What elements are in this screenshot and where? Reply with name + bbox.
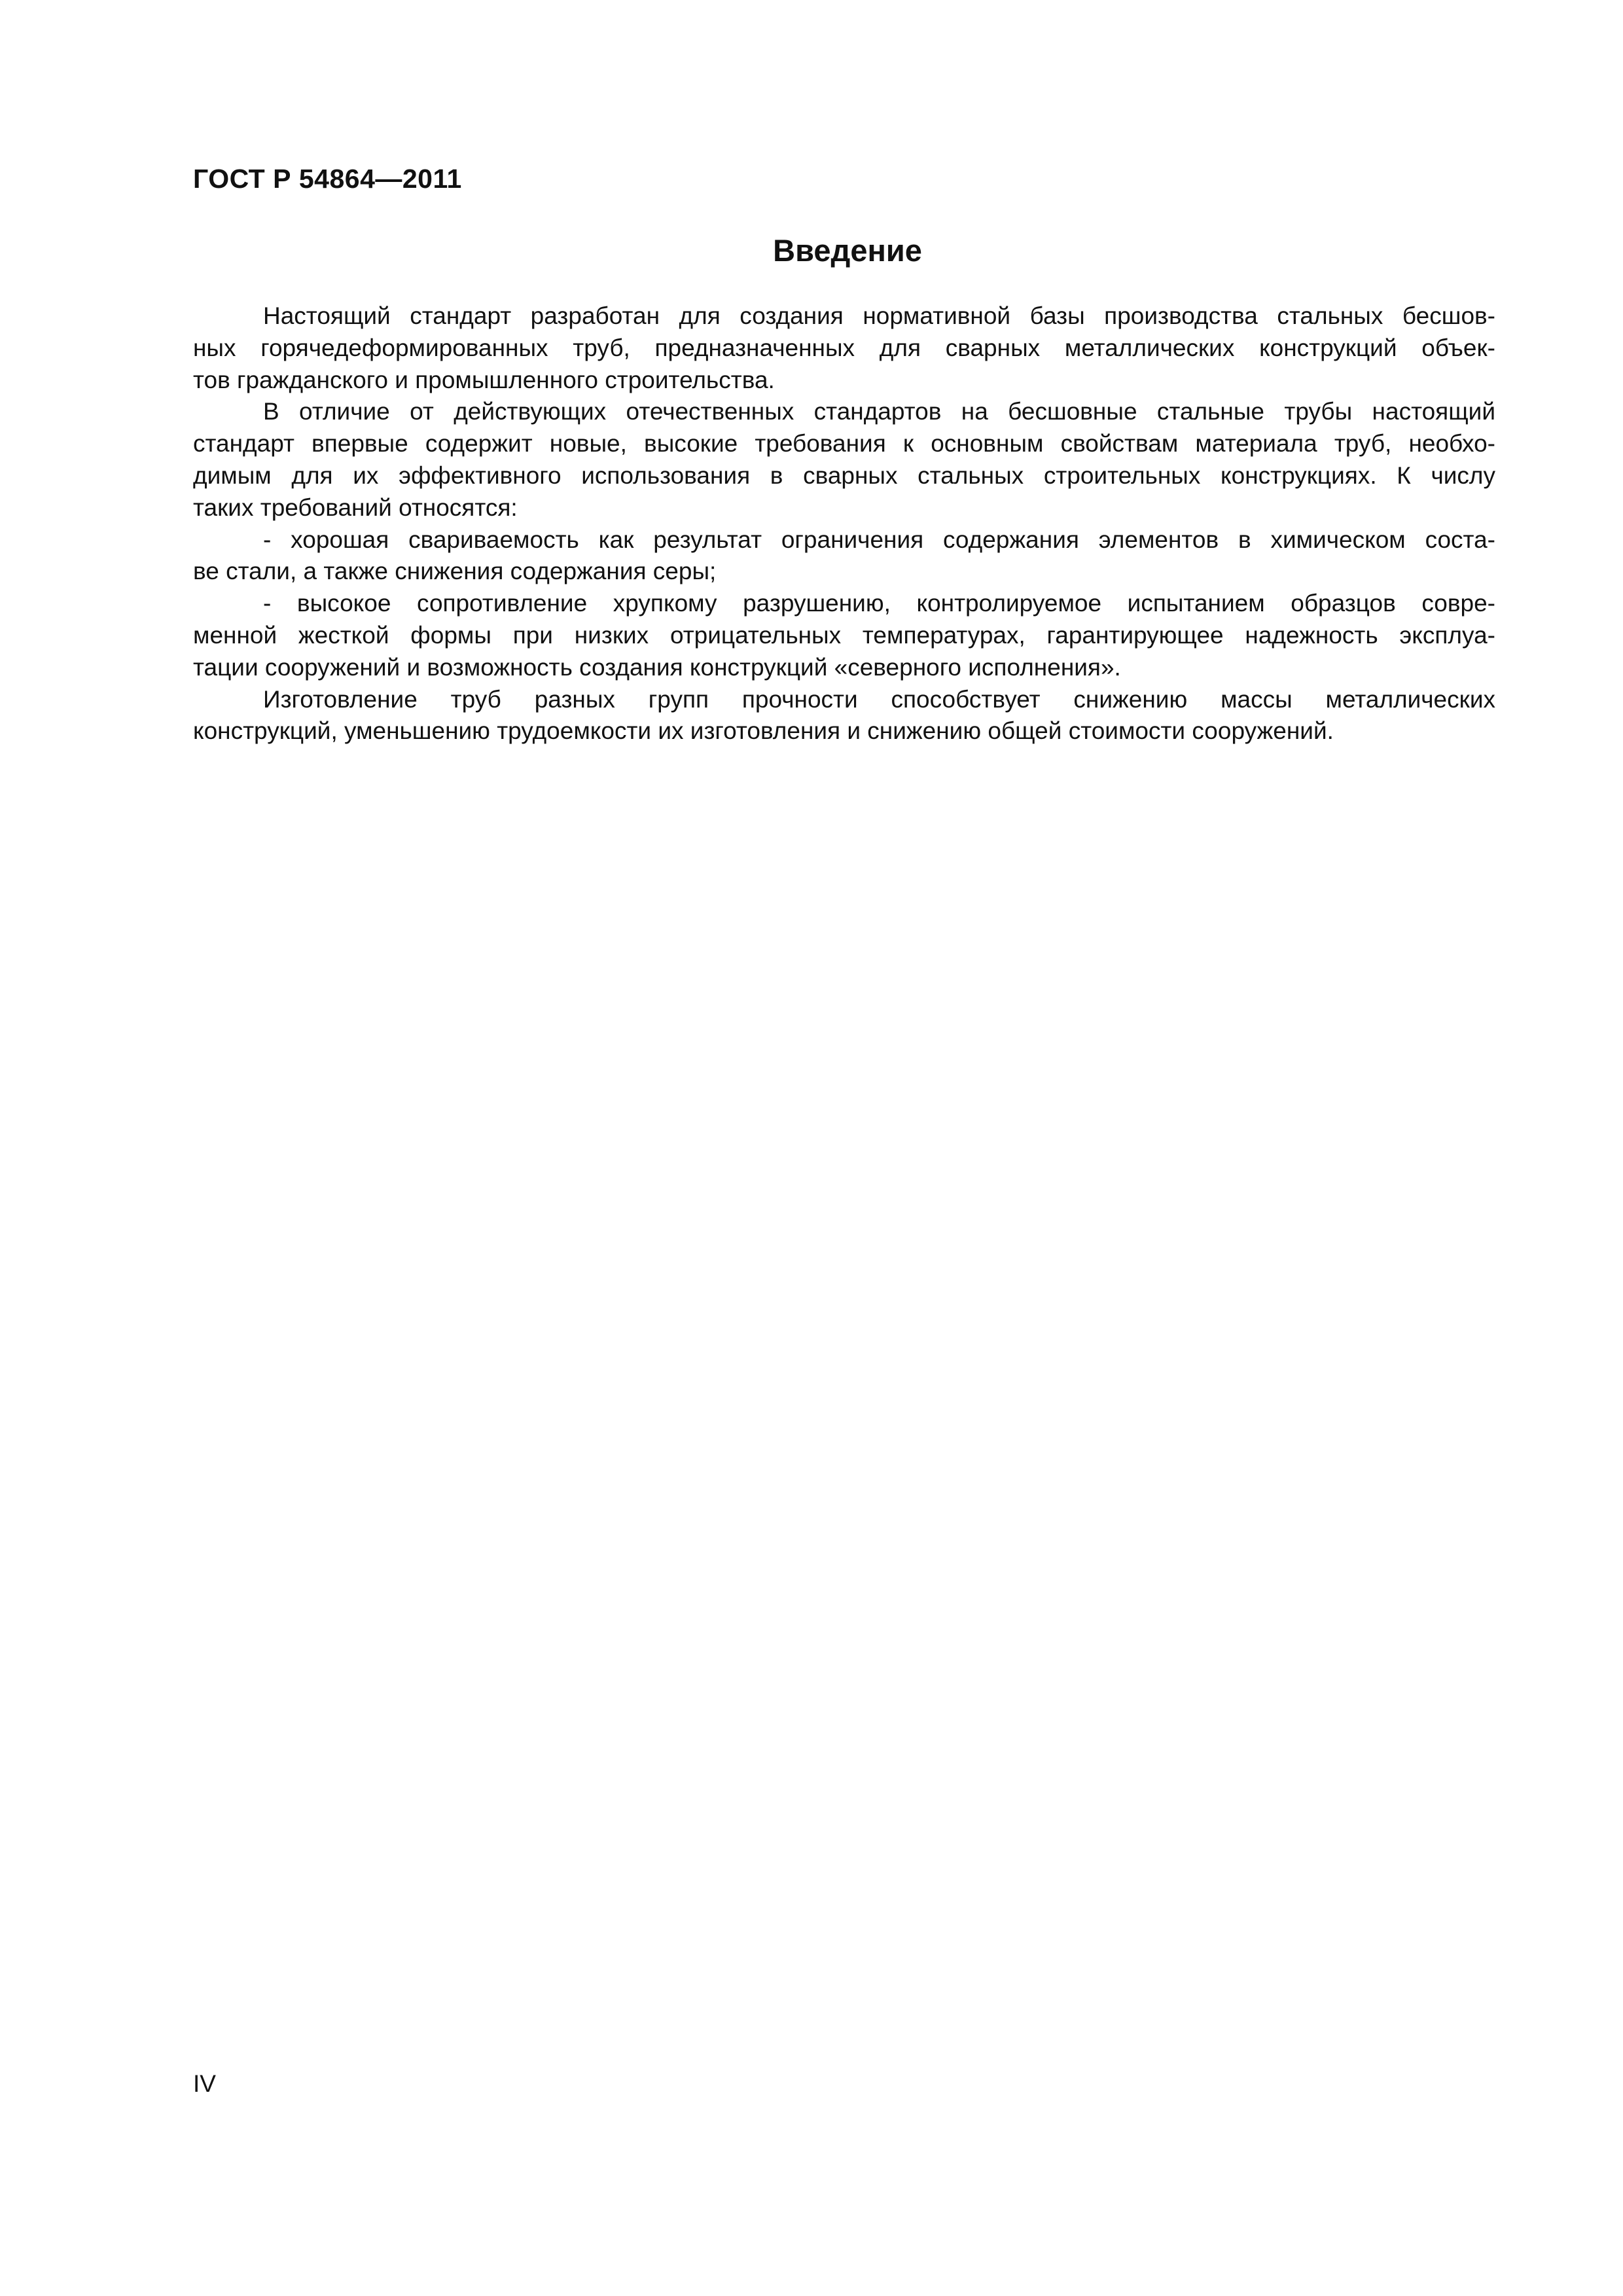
- paragraph-line: В отличие от действующих отечественных стандартов на бесшовные стальные трубы настоящий: [263, 398, 1495, 425]
- paragraph-line: таких требований относятся:: [193, 493, 518, 521]
- paragraph-line: тов гражданского и промышленного строительства.: [193, 366, 775, 393]
- page-number: IV: [193, 2070, 216, 2097]
- paragraph-line: ных горячедеформированных труб, предназначенных для сварных металлических конструкций объек-: [193, 334, 1495, 361]
- paragraph-line: конструкций, уменьшению трудоемкости их изготовления и снижению общей стоимости сооружений.: [193, 717, 1334, 745]
- paragraph-line: стандарт впервые содержит новые, высокие требования к основным свойствам материала труб, необхо-: [193, 430, 1495, 457]
- list-item-line: - хорошая свариваемость как результат ограничения содержания элементов в химическом соста-: [263, 526, 1495, 553]
- paragraph-line: Изготовление труб разных групп прочности способствует снижению массы металлических: [263, 685, 1495, 713]
- list-item-line: ве стали, а также снижения содержания серы;: [193, 558, 717, 585]
- section-title: Введение: [773, 233, 922, 268]
- list-item-line: менной жесткой формы при низких отрицательных температурах, гарантирующее надежность эксплуа-: [193, 621, 1495, 649]
- introduction-body: [193, 300, 1495, 747]
- paragraph-line: димым для их эффективного использования в сварных стальных строительных конструкциях. К числу: [193, 461, 1495, 489]
- list-item-line: тации сооружений и возможность создания конструкций «северного исполнения».: [193, 653, 1121, 681]
- list-item-line: - высокое сопротивление хрупкому разрушению, контролируемое испытанием образцов совре-: [263, 590, 1495, 617]
- paragraph-line: Настоящий стандарт разработан для создания нормативной базы производства стальных бесшов-: [263, 302, 1495, 329]
- document-code-header: ГОСТ Р 54864—2011: [193, 164, 462, 194]
